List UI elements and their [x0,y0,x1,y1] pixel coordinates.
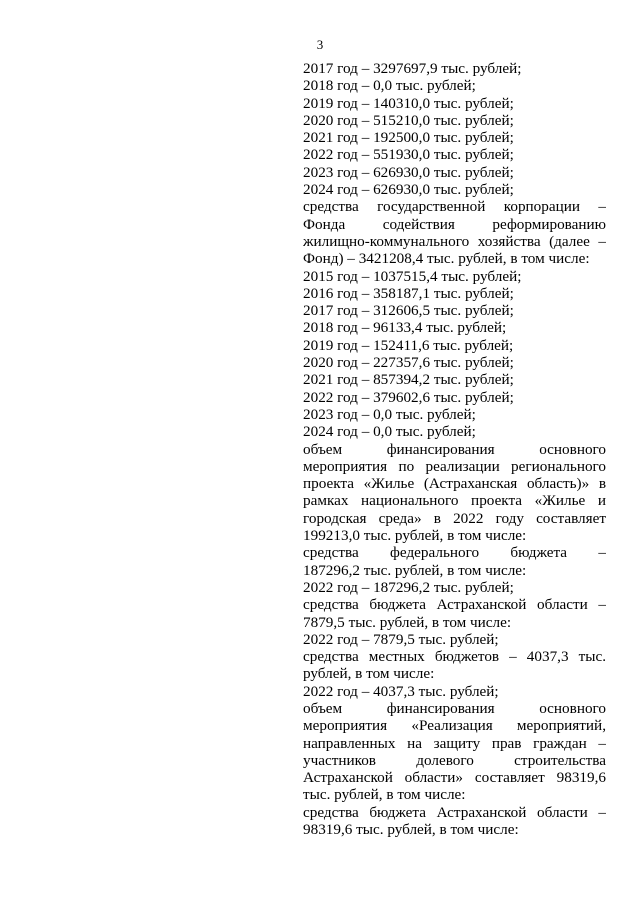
text-line: 2018 год – 96133,4 тыс. рублей; [303,319,507,337]
text-line: 2021 год – 857394,2 тыс. рублей; [303,371,514,389]
text-line: 2022 год – 4037,3 тыс. рублей; [303,682,499,700]
text-line: участников долевого строительства [303,751,606,769]
text-line: направленных на защиту прав граждан – [303,734,606,752]
text-line: Фонда содействия реформированию [303,215,606,233]
text-line: средства бюджета Астраханской области – [303,803,606,821]
text-line: объем финансирования основного [303,440,606,458]
text-line: 2017 год – 312606,5 тыс. рублей; [303,302,514,320]
text-line: 2022 год – 551930,0 тыс. рублей; [303,146,514,164]
text-line: 2018 год – 0,0 тыс. рублей; [303,77,476,95]
text-line: Астраханской области» составляет 98319,6 [303,769,606,787]
text-line: 2019 год – 152411,6 тыс. рублей; [303,336,514,354]
text-line: городская среда» в 2022 году составляет [303,509,606,527]
text-line: 2023 год – 0,0 тыс. рублей; [303,405,476,423]
text-line: средства бюджета Астраханской области – [303,596,606,614]
text-line: Фонд) – 3421208,4 тыс. рублей, в том числе: [303,250,590,268]
text-line: объем финансирования основного [303,699,606,717]
text-line: 199213,0 тыс. рублей, в том числе: [303,527,527,545]
text-line: 2024 год – 626930,0 тыс. рублей; [303,181,514,199]
page-number: 3 [316,37,324,52]
text-line: средства местных бюджетов – 4037,3 тыс. [303,648,606,666]
text-line: мероприятия «Реализация мероприятий, [303,717,606,735]
text-line: 98319,6 тыс. рублей, в том числе: [303,821,519,839]
text-line: рублей, в том числе: [303,665,435,683]
text-column [303,60,606,838]
text-line: 2024 год – 0,0 тыс. рублей; [303,423,476,441]
text-line: рамках национального проекта «Жилье и [303,492,606,510]
text-line: 2021 год – 192500,0 тыс. рублей; [303,129,514,147]
text-line: средства федерального бюджета – [303,544,606,562]
text-line: 2017 год – 3297697,9 тыс. рублей; [303,60,522,77]
text-line: жилищно-коммунального хозяйства (далее – [303,232,606,250]
text-line: 2022 год – 187296,2 тыс. рублей; [303,578,514,596]
text-line: 2020 год – 227357,6 тыс. рублей; [303,354,514,372]
text-line: 2015 год – 1037515,4 тыс. рублей; [303,267,522,285]
text-line: 2023 год – 626930,0 тыс. рублей; [303,163,514,181]
text-line: 7879,5 тыс. рублей, в том числе: [303,613,512,631]
text-line: 2019 год – 140310,0 тыс. рублей; [303,94,514,112]
text-line: 2020 год – 515210,0 тыс. рублей; [303,111,514,129]
text-line: 2022 год – 7879,5 тыс. рублей; [303,630,499,648]
text-line: 187296,2 тыс. рублей, в том числе: [303,561,527,579]
text-line: 2016 год – 358187,1 тыс. рублей; [303,284,514,302]
text-line: тыс. рублей, в том числе: [303,786,466,804]
text-line: средства государственной корпорации – [303,198,606,216]
text-line: 2022 год – 379602,6 тыс. рублей; [303,388,514,406]
text-line: мероприятия по реализации регионального [303,457,606,475]
text-line: проекта «Жилье (Астраханская область)» в [303,475,606,493]
